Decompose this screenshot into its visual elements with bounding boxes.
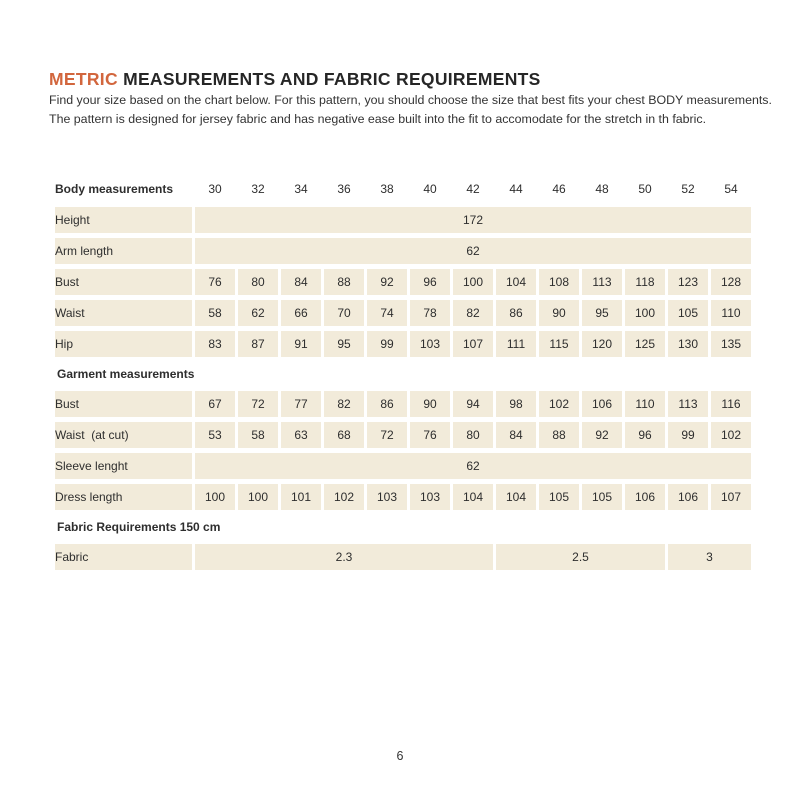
value-cell: 115 xyxy=(539,331,579,357)
row-label: Hip xyxy=(55,331,192,357)
row-label: Fabric xyxy=(55,544,192,570)
value-cell: 100 xyxy=(195,484,235,510)
table-row xyxy=(55,300,751,326)
table-row xyxy=(55,331,751,357)
table-row xyxy=(55,453,751,479)
value-cell: 88 xyxy=(324,269,364,295)
size-column-header: 40 xyxy=(423,182,437,196)
value-cell: 68 xyxy=(324,422,364,448)
value-cell: 99 xyxy=(367,331,407,357)
value-cell: 83 xyxy=(195,331,235,357)
value-cell: 116 xyxy=(711,391,751,417)
value-cell: 58 xyxy=(195,300,235,326)
value-cell: 78 xyxy=(410,300,450,326)
value-cell: 63 xyxy=(281,422,321,448)
value-cell: 106 xyxy=(582,391,622,417)
row-label: Bust xyxy=(55,391,192,417)
value-cell: 106 xyxy=(625,484,665,510)
value-cell: 72 xyxy=(367,422,407,448)
value-cell: 104 xyxy=(453,484,493,510)
value-cell: 86 xyxy=(496,300,536,326)
value-cell: 113 xyxy=(668,391,708,417)
value-cell: 102 xyxy=(324,484,364,510)
row-label: Arm length xyxy=(55,238,192,264)
section-header-row xyxy=(55,515,751,539)
value-cell: 74 xyxy=(367,300,407,326)
intro-paragraph xyxy=(49,91,772,128)
value-cell: 105 xyxy=(668,300,708,326)
value-cell: 95 xyxy=(582,300,622,326)
fabric-span-cell: 2.5 xyxy=(496,544,665,570)
size-column-header: 36 xyxy=(337,182,351,196)
table-row xyxy=(55,269,751,295)
value-cell: 66 xyxy=(281,300,321,326)
value-cell: 84 xyxy=(496,422,536,448)
value-cell: 92 xyxy=(582,422,622,448)
measurements-table xyxy=(52,171,754,575)
value-cell: 90 xyxy=(539,300,579,326)
value-cell: 80 xyxy=(453,422,493,448)
size-column-header: 32 xyxy=(251,182,265,196)
value-cell: 53 xyxy=(195,422,235,448)
table-row xyxy=(55,422,751,448)
size-column-header: 30 xyxy=(208,182,222,196)
row-label: Height xyxy=(55,207,192,233)
value-cell: 98 xyxy=(496,391,536,417)
value-cell: 104 xyxy=(496,484,536,510)
size-column-header: 50 xyxy=(638,182,652,196)
value-cell: 111 xyxy=(496,331,536,357)
size-chart xyxy=(52,171,754,575)
value-cell: 113 xyxy=(582,269,622,295)
value-cell: 80 xyxy=(238,269,278,295)
value-cell: 90 xyxy=(410,391,450,417)
value-cell: 76 xyxy=(195,269,235,295)
size-column-header: 52 xyxy=(681,182,695,196)
value-cell: 58 xyxy=(238,422,278,448)
section-header: Fabric Requirements 150 cm xyxy=(57,520,221,534)
value-cell: 94 xyxy=(453,391,493,417)
value-cell: 100 xyxy=(238,484,278,510)
table-row xyxy=(55,207,751,233)
value-cell: 107 xyxy=(711,484,751,510)
value-cell: 91 xyxy=(281,331,321,357)
size-column-header: 34 xyxy=(294,182,308,196)
title-accent-word: METRIC xyxy=(49,69,118,89)
value-cell: 110 xyxy=(625,391,665,417)
value-cell: 103 xyxy=(410,484,450,510)
value-cell: 99 xyxy=(668,422,708,448)
value-cell: 130 xyxy=(668,331,708,357)
size-column-header: 48 xyxy=(595,182,609,196)
value-cell: 70 xyxy=(324,300,364,326)
intro-line-2: The pattern is designed for jersey fabric and has negative ease built into the fit to accomodate for the stretch in th fabric. xyxy=(49,111,707,126)
page-number: 6 xyxy=(396,749,404,763)
value-cell: 135 xyxy=(711,331,751,357)
value-cell: 96 xyxy=(625,422,665,448)
span-value-cell: 172 xyxy=(195,207,751,233)
value-cell: 88 xyxy=(539,422,579,448)
size-column-header: 54 xyxy=(724,182,738,196)
value-cell: 104 xyxy=(496,269,536,295)
value-cell: 95 xyxy=(324,331,364,357)
size-column-header: 42 xyxy=(466,182,480,196)
value-cell: 96 xyxy=(410,269,450,295)
value-cell: 77 xyxy=(281,391,321,417)
value-cell: 102 xyxy=(711,422,751,448)
value-cell: 118 xyxy=(625,269,665,295)
value-cell: 102 xyxy=(539,391,579,417)
value-cell: 123 xyxy=(668,269,708,295)
value-cell: 101 xyxy=(281,484,321,510)
value-cell: 67 xyxy=(195,391,235,417)
value-cell: 100 xyxy=(625,300,665,326)
value-cell: 62 xyxy=(238,300,278,326)
value-cell: 108 xyxy=(539,269,579,295)
row-label: Waist xyxy=(55,300,192,326)
table-row xyxy=(55,391,751,417)
value-cell: 120 xyxy=(582,331,622,357)
section-header: Garment measurements xyxy=(57,367,195,381)
value-cell: 103 xyxy=(367,484,407,510)
value-cell: 87 xyxy=(238,331,278,357)
fabric-span-cell: 2.3 xyxy=(195,544,493,570)
size-column-header: 44 xyxy=(509,182,523,196)
table-row xyxy=(55,484,751,510)
value-cell: 84 xyxy=(281,269,321,295)
value-cell: 106 xyxy=(668,484,708,510)
span-value-cell: 62 xyxy=(195,238,751,264)
value-cell: 105 xyxy=(582,484,622,510)
value-cell: 103 xyxy=(410,331,450,357)
value-cell: 105 xyxy=(539,484,579,510)
row-label: Body measurements xyxy=(55,182,174,196)
value-cell: 86 xyxy=(367,391,407,417)
value-cell: 107 xyxy=(453,331,493,357)
row-label: Dress length xyxy=(55,484,192,510)
value-cell: 128 xyxy=(711,269,751,295)
row-label: Sleeve lenght xyxy=(55,453,192,479)
table-row xyxy=(55,544,751,570)
value-cell: 76 xyxy=(410,422,450,448)
value-cell: 100 xyxy=(453,269,493,295)
title-rest: MEASUREMENTS AND FABRIC REQUIREMENTS xyxy=(123,69,541,89)
value-cell: 82 xyxy=(453,300,493,326)
section-header-row xyxy=(55,362,751,386)
value-cell: 72 xyxy=(238,391,278,417)
table-row xyxy=(55,238,751,264)
fabric-span-cell: 3 xyxy=(668,544,751,570)
size-column-header: 46 xyxy=(552,182,566,196)
intro-line-1: Find your size based on the chart below. For this pattern, you should choose the size that best fits your chest BODY measurements. xyxy=(49,93,772,107)
row-label: Waist (at cut) xyxy=(55,422,192,448)
sizes-header-row xyxy=(55,176,751,202)
page-title xyxy=(49,69,541,90)
value-cell: 92 xyxy=(367,269,407,295)
row-label: Bust xyxy=(55,269,192,295)
size-column-header: 38 xyxy=(380,182,394,196)
span-value-cell: 62 xyxy=(195,453,751,479)
value-cell: 82 xyxy=(324,391,364,417)
value-cell: 125 xyxy=(625,331,665,357)
value-cell: 110 xyxy=(711,300,751,326)
